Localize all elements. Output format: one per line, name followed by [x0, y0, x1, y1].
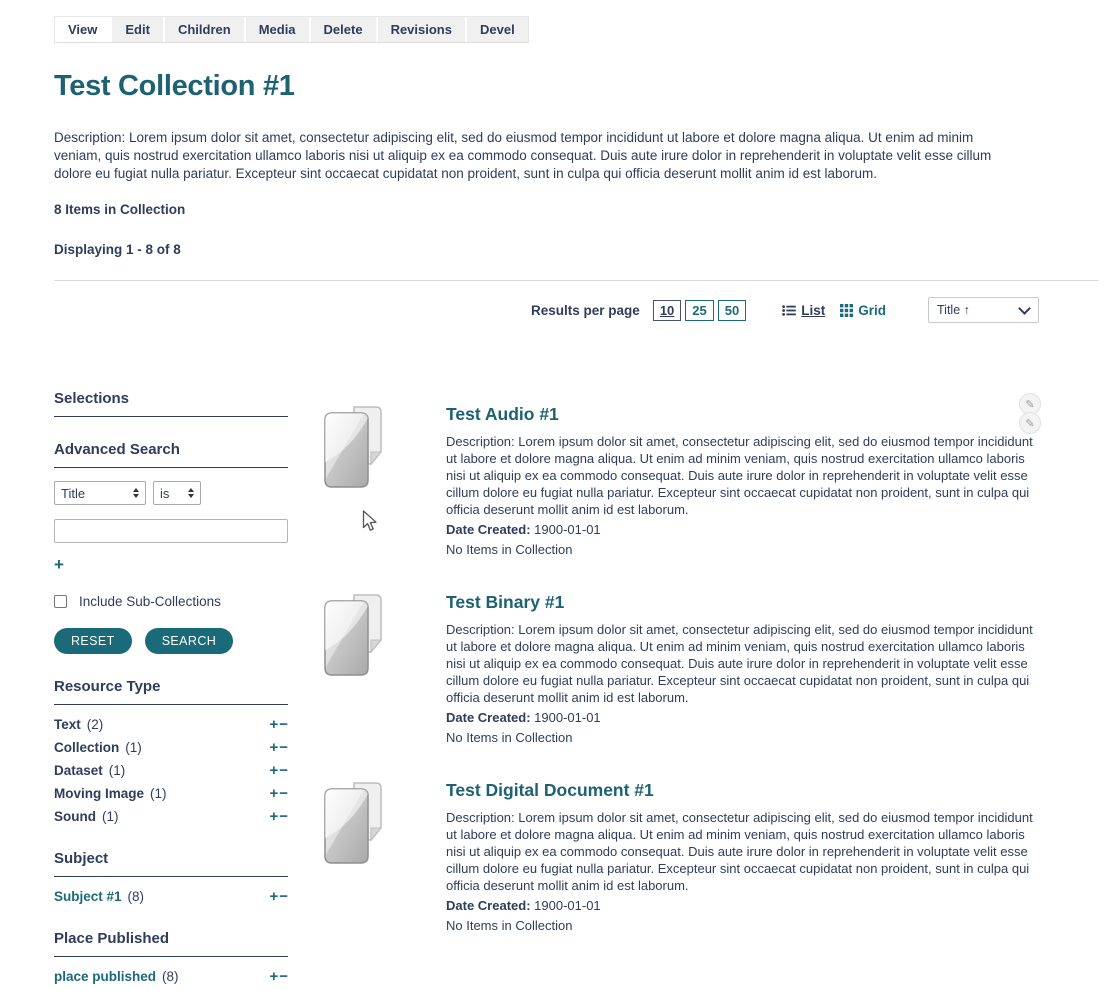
item-description: Description: Lorem ipsum dolor sit amet, consectetur adipiscing elit, sed do eiusmod tempor incididunt ut labore et dolore magna aliqua. Ut enim ad minim veniam, quis nostrud exercitation ullamco laboris nisi ut aliquip ex ea commodo consequat. Duis aute irure dolor in reprehenderit in voluptate velit esse cillum dolore eu fugiat nulla pariatur. Excepteur sint occaecat cupidatat non proident, sunt in culpa qui officia deserunt mollit anim id est laborum. [446, 622, 1033, 705]
facet-add-icon[interactable]: + [269, 762, 279, 779]
subject-facets [54, 888, 288, 906]
search-buttons [54, 628, 288, 654]
divider [54, 280, 1099, 281]
grid-view-toggle[interactable] [840, 303, 886, 318]
facet-remove-icon[interactable]: − [279, 968, 288, 985]
facet-remove-icon[interactable]: − [279, 888, 288, 905]
edit-button[interactable] [1019, 412, 1041, 434]
list-view-toggle[interactable] [782, 303, 825, 318]
facet-count: (1) [125, 740, 142, 755]
date-created-value: 1900-01-01 [534, 522, 601, 537]
tab-revisions[interactable]: Revisions [378, 17, 467, 42]
item-body [446, 592, 1036, 746]
resource-type-heading: Resource Type [54, 678, 288, 705]
facet-row-subject-1 [54, 888, 288, 906]
facet-row-collection [54, 739, 288, 757]
search-field-value: Title [61, 485, 86, 501]
search-field-select[interactable] [54, 481, 146, 505]
facet-count: (8) [162, 969, 179, 984]
item-description: Description: Lorem ipsum dolor sit amet, consectetur adipiscing elit, sed do eiusmod tempor incididunt ut labore et dolore magna aliqua. Ut enim ad minim veniam, quis nostrud exercitation ullamco laboris nisi ut aliquip ex ea commodo consequat. Duis aute irure dolor in reprehenderit in voluptate velit esse cillum dolore eu fugiat nulla pariatur. Excepteur sint occaecat cupidatat non proident, sunt in culpa qui officia deserunt mollit anim id est laborum. [446, 434, 1033, 517]
page-size-50-button[interactable]: 50 [718, 300, 746, 321]
include-sub-collections-checkbox[interactable] [54, 595, 67, 608]
facet-count: (1) [150, 786, 167, 801]
page-title: Test Collection #1 [54, 70, 295, 102]
facet-place-published-link[interactable]: place published [54, 969, 157, 984]
select-arrows-icon [133, 488, 139, 498]
facet-remove-icon[interactable]: − [279, 716, 288, 733]
list-view-label: List [801, 302, 826, 318]
tab-delete[interactable]: Delete [311, 17, 378, 42]
date-created-value: 1900-01-01 [534, 898, 601, 913]
facet-moving-image-link[interactable]: Moving Image [54, 786, 145, 801]
place-published-facets [54, 968, 288, 986]
list-icon [782, 305, 796, 316]
include-sub-collections-label: Include Sub-Collections [79, 594, 221, 609]
item-no-items: No Items in Collection [446, 542, 573, 557]
facet-add-icon[interactable]: + [269, 968, 279, 985]
result-item [322, 398, 1036, 558]
facet-remove-icon[interactable]: − [279, 785, 288, 802]
facet-text-link[interactable]: Text [54, 717, 81, 732]
selections-heading: Selections [54, 390, 288, 417]
search-operator-select[interactable] [153, 481, 201, 505]
pencil-icon: ✎ [1025, 417, 1035, 430]
facet-count: (2) [86, 717, 104, 732]
item-description: Description: Lorem ipsum dolor sit amet, consectetur adipiscing elit, sed do eiusmod tempor incididunt ut labore et dolore magna aliqua. Ut enim ad minim veniam, quis nostrud exercitation ullamco laboris nisi ut aliquip ex ea commodo consequat. Duis aute irure dolor in reprehenderit in voluptate velit esse cillum dolore eu fugiat nulla pariatur. Excepteur sint occaecat cupidatat non proident, sunt in culpa qui officia deserunt mollit anim id est laborum. [446, 810, 1033, 893]
search-sidebar [54, 390, 288, 991]
item-edit-actions [1019, 393, 1041, 434]
results-per-page-label: Results per page [531, 302, 640, 318]
facet-row-place-published [54, 968, 288, 986]
tab-view[interactable]: View [55, 17, 112, 42]
facet-subject-1-link[interactable]: Subject #1 [54, 889, 122, 904]
pencil-icon: ✎ [1025, 398, 1035, 411]
date-created-label: Date Created: [446, 898, 531, 913]
facet-dataset-link[interactable]: Dataset [54, 763, 103, 778]
add-criterion-button[interactable] [54, 556, 64, 573]
folder-icon[interactable] [322, 780, 385, 934]
search-operator-value: is [160, 485, 170, 501]
facet-count: (1) [102, 809, 119, 824]
tab-edit[interactable]: Edit [112, 17, 165, 42]
item-no-items: No Items in Collection [446, 918, 573, 933]
item-title-link[interactable]: Test Binary #1 [446, 592, 565, 612]
item-body [446, 780, 1036, 934]
primary-tabs [54, 16, 529, 43]
facet-add-icon[interactable]: + [269, 739, 279, 756]
reset-button[interactable]: RESET [54, 628, 132, 654]
facet-row-sound [54, 808, 288, 826]
results-controls [54, 297, 1039, 323]
facet-add-icon[interactable]: + [269, 888, 279, 905]
advanced-search-heading: Advanced Search [54, 441, 288, 468]
page-size-25-button[interactable]: 25 [685, 300, 713, 321]
date-created-value: 1900-01-01 [534, 710, 601, 725]
result-item [322, 780, 1036, 934]
include-sub-collections-row[interactable] [54, 594, 288, 609]
grid-icon [840, 304, 853, 317]
folder-icon[interactable] [322, 404, 385, 558]
facet-count: (8) [127, 889, 145, 904]
tab-devel[interactable]: Devel [479, 22, 515, 37]
chevron-down-icon [1018, 302, 1031, 315]
results-list [322, 390, 1036, 991]
facet-add-icon[interactable]: + [269, 808, 279, 825]
plus-icon: + [54, 555, 64, 574]
facet-collection-link[interactable]: Collection [54, 740, 120, 755]
item-title-link[interactable]: Test Digital Document #1 [446, 780, 654, 800]
facet-row-text [54, 716, 288, 734]
select-arrows-icon [188, 488, 194, 498]
facet-row-dataset [54, 762, 288, 780]
main-content [54, 390, 1099, 991]
place-published-heading: Place Published [54, 930, 288, 957]
advanced-search-criteria [54, 481, 288, 505]
resource-type-facets [54, 716, 288, 826]
facet-add-icon[interactable]: + [269, 716, 279, 733]
folder-icon[interactable] [322, 592, 385, 746]
facet-row-moving-image [54, 785, 288, 803]
sort-select-value: Title ↑ [937, 303, 970, 317]
item-date-created [446, 709, 1036, 726]
facet-remove-icon[interactable]: − [279, 762, 288, 779]
item-date-created [446, 897, 1036, 914]
item-title-link[interactable]: Test Audio #1 [446, 404, 559, 424]
facet-remove-icon[interactable]: − [279, 739, 288, 756]
sort-select[interactable] [928, 297, 1039, 323]
item-no-items: No Items in Collection [446, 730, 573, 745]
date-created-label: Date Created: [446, 522, 531, 537]
facet-sound-link[interactable]: Sound [54, 809, 96, 824]
date-created-label: Date Created: [446, 710, 531, 725]
items-count: 8 Items in Collection [54, 202, 186, 217]
tab-media[interactable]: Media [246, 17, 311, 42]
page-size-10-button[interactable]: 10 [653, 300, 681, 321]
search-button[interactable]: SEARCH [145, 628, 234, 654]
grid-view-label: Grid [858, 302, 886, 318]
displaying-count: Displaying 1 - 8 of 8 [54, 242, 181, 257]
item-body [446, 404, 1036, 558]
subject-heading: Subject [54, 850, 288, 877]
facet-remove-icon[interactable]: − [279, 808, 288, 825]
item-date-created [446, 521, 1036, 538]
collection-description: Description: Lorem ipsum dolor sit amet, consectetur adipiscing elit, sed do eiusmod tempor incididunt ut labore et dolore magna aliqua. Ut enim ad minim veniam, quis nostrud exercitation ullamco laboris nisi ut aliquip ex ea commodo consequat. Duis aute irure dolor in reprehenderit in voluptate velit esse cillum dolore eu fugiat nulla pariatur. Excepteur sint occaecat cupidatat non proident, sunt in culpa qui officia deserunt mollit anim id est laborum. [54, 130, 992, 181]
facet-add-icon[interactable]: + [269, 785, 279, 802]
result-item [322, 592, 1036, 746]
facet-count: (1) [108, 763, 126, 778]
search-term-input[interactable] [54, 519, 288, 543]
tab-children[interactable]: Children [165, 17, 246, 42]
